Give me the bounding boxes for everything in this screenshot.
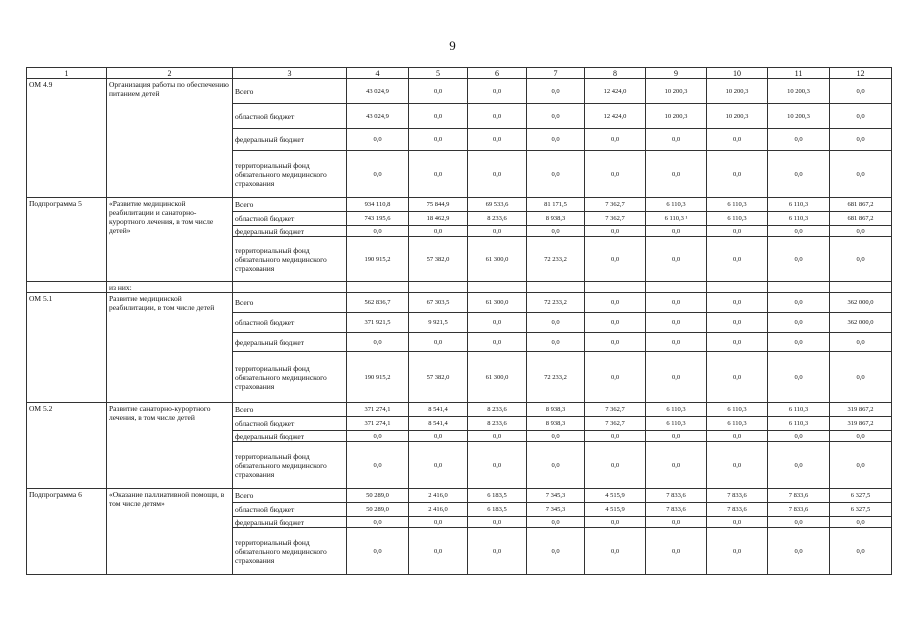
table-row: федеральный бюджет 0,0 0,0 0,0 0,0 0,0 0,0 0,0 0,0 0,0 [27, 226, 892, 237]
table-row: территориальный фонд обязательного медицинского страхования 190 915,2 57 382,0 61 300,0 72 233,2 0,0 0,0 0,0 0,0 0,0 [27, 352, 892, 403]
table-row: областной бюджет 43 024,9 0,0 0,0 0,0 12 424,0 10 200,3 10 200,3 10 200,3 0,0 [27, 104, 892, 129]
iz-nih-row [27, 282, 892, 293]
table-row: федеральный бюджет 0,0 0,0 0,0 0,0 0,0 0,0 0,0 0,0 0,0 [27, 517, 892, 528]
table-row: Подпрограмма 5 «Развитие медицинской реабилитации и санаторно-курортного лечения, в том числе детей» Всего 934 110,8 75 844,9 69 533,6 81 171,5 7 362,7 6 110,3 6 110,3 6 110,3 681 867,2 [27, 198, 892, 212]
table-row: территориальный фонд обязательного медицинского страхования 0,0 0,0 0,0 0,0 0,0 0,0 0,0 0,0 0,0 [27, 528, 892, 575]
table-row: ОМ 5.2 Развитие санаторно-курортного лечения, в том числе детей Всего 371 274,1 8 541,4 8 233,6 8 938,3 7 362,7 6 110,3 6 110,3 6 110,3 319 867,2 [27, 403, 892, 417]
page-number: 9 [449, 38, 456, 53]
table-row: территориальный фонд обязательного медицинского страхования 0,0 0,0 0,0 0,0 0,0 0,0 0,0 0,0 0,0 [27, 151, 892, 198]
table-row: областной бюджет 371 921,5 9 921,5 0,0 0,0 0,0 0,0 0,0 0,0 362 000,0 [27, 313, 892, 333]
table-row: областной бюджет 743 195,6 18 462,9 8 233,6 8 938,3 7 362,7 6 110,3 ¹ 6 110,3 6 110,3 681 867,2 [27, 212, 892, 226]
row-code: Подпрограмма 5 [27, 198, 107, 282]
row-code: Подпрограмма 6 [27, 489, 107, 575]
table-row: областной бюджет 50 289,0 2 416,0 6 183,5 7 345,3 4 515,9 7 833,6 7 833,6 7 833,6 6 327,5 [27, 503, 892, 517]
row-name: Развитие медицинской реабилитации, в том числе детей [107, 293, 233, 403]
table-row: Подпрограмма 6 «Оказание паллиативной помощи, в том числе детям» Всего 50 289,0 2 416,0 6 183,5 7 345,3 4 515,9 7 833,6 7 833,6 7 833,6 6 327,5 [27, 489, 892, 503]
iz-nih-label: из них: [107, 282, 233, 293]
table-row: федеральный бюджет 0,0 0,0 0,0 0,0 0,0 0,0 0,0 0,0 0,0 [27, 129, 892, 151]
table-row: федеральный бюджет 0,0 0,0 0,0 0,0 0,0 0,0 0,0 0,0 0,0 [27, 431, 892, 442]
row-name: «Оказание паллиативной помощи, в том числе детям» [107, 489, 233, 575]
table-row: территориальный фонд обязательного медицинского страхования 0,0 0,0 0,0 0,0 0,0 0,0 0,0 0,0 0,0 [27, 442, 892, 489]
row-code: ОМ 5.1 [27, 293, 107, 403]
row-name: Организация работы по обеспечению питанием детей [107, 79, 233, 198]
table-row: ОМ 4.9 Организация работы по обеспечению питанием детей Всего 43 024,9 0,0 0,0 0,0 12 424,0 10 200,3 10 200,3 10 200,3 0,0 [27, 79, 892, 104]
table-row: ОМ 5.1 Развитие медицинской реабилитации, в том числе детей Всего 562 836,7 67 303,5 61 300,0 72 233,2 0,0 0,0 0,0 0,0 362 000,0 [27, 293, 892, 313]
table-row: областной бюджет 371 274,1 8 541,4 8 233,6 8 938,3 7 362,7 6 110,3 6 110,3 6 110,3 319 867,2 [27, 417, 892, 431]
table-row: территориальный фонд обязательного медицинского страхования 190 915,2 57 382,0 61 300,0 72 233,2 0,0 0,0 0,0 0,0 0,0 [27, 237, 892, 282]
row-name: Развитие санаторно-курортного лечения, в том числе детей [107, 403, 233, 489]
budget-table [26, 67, 892, 575]
row-code: ОМ 5.2 [27, 403, 107, 489]
header-row: 1 2 3 4 5 6 7 8 9 10 11 12 [27, 68, 892, 79]
table-row: федеральный бюджет 0,0 0,0 0,0 0,0 0,0 0,0 0,0 0,0 0,0 [27, 333, 892, 352]
row-name: «Развитие медицинской реабилитации и санаторно-курортного лечения, в том числе детей» [107, 198, 233, 282]
row-code: ОМ 4.9 [27, 79, 107, 198]
